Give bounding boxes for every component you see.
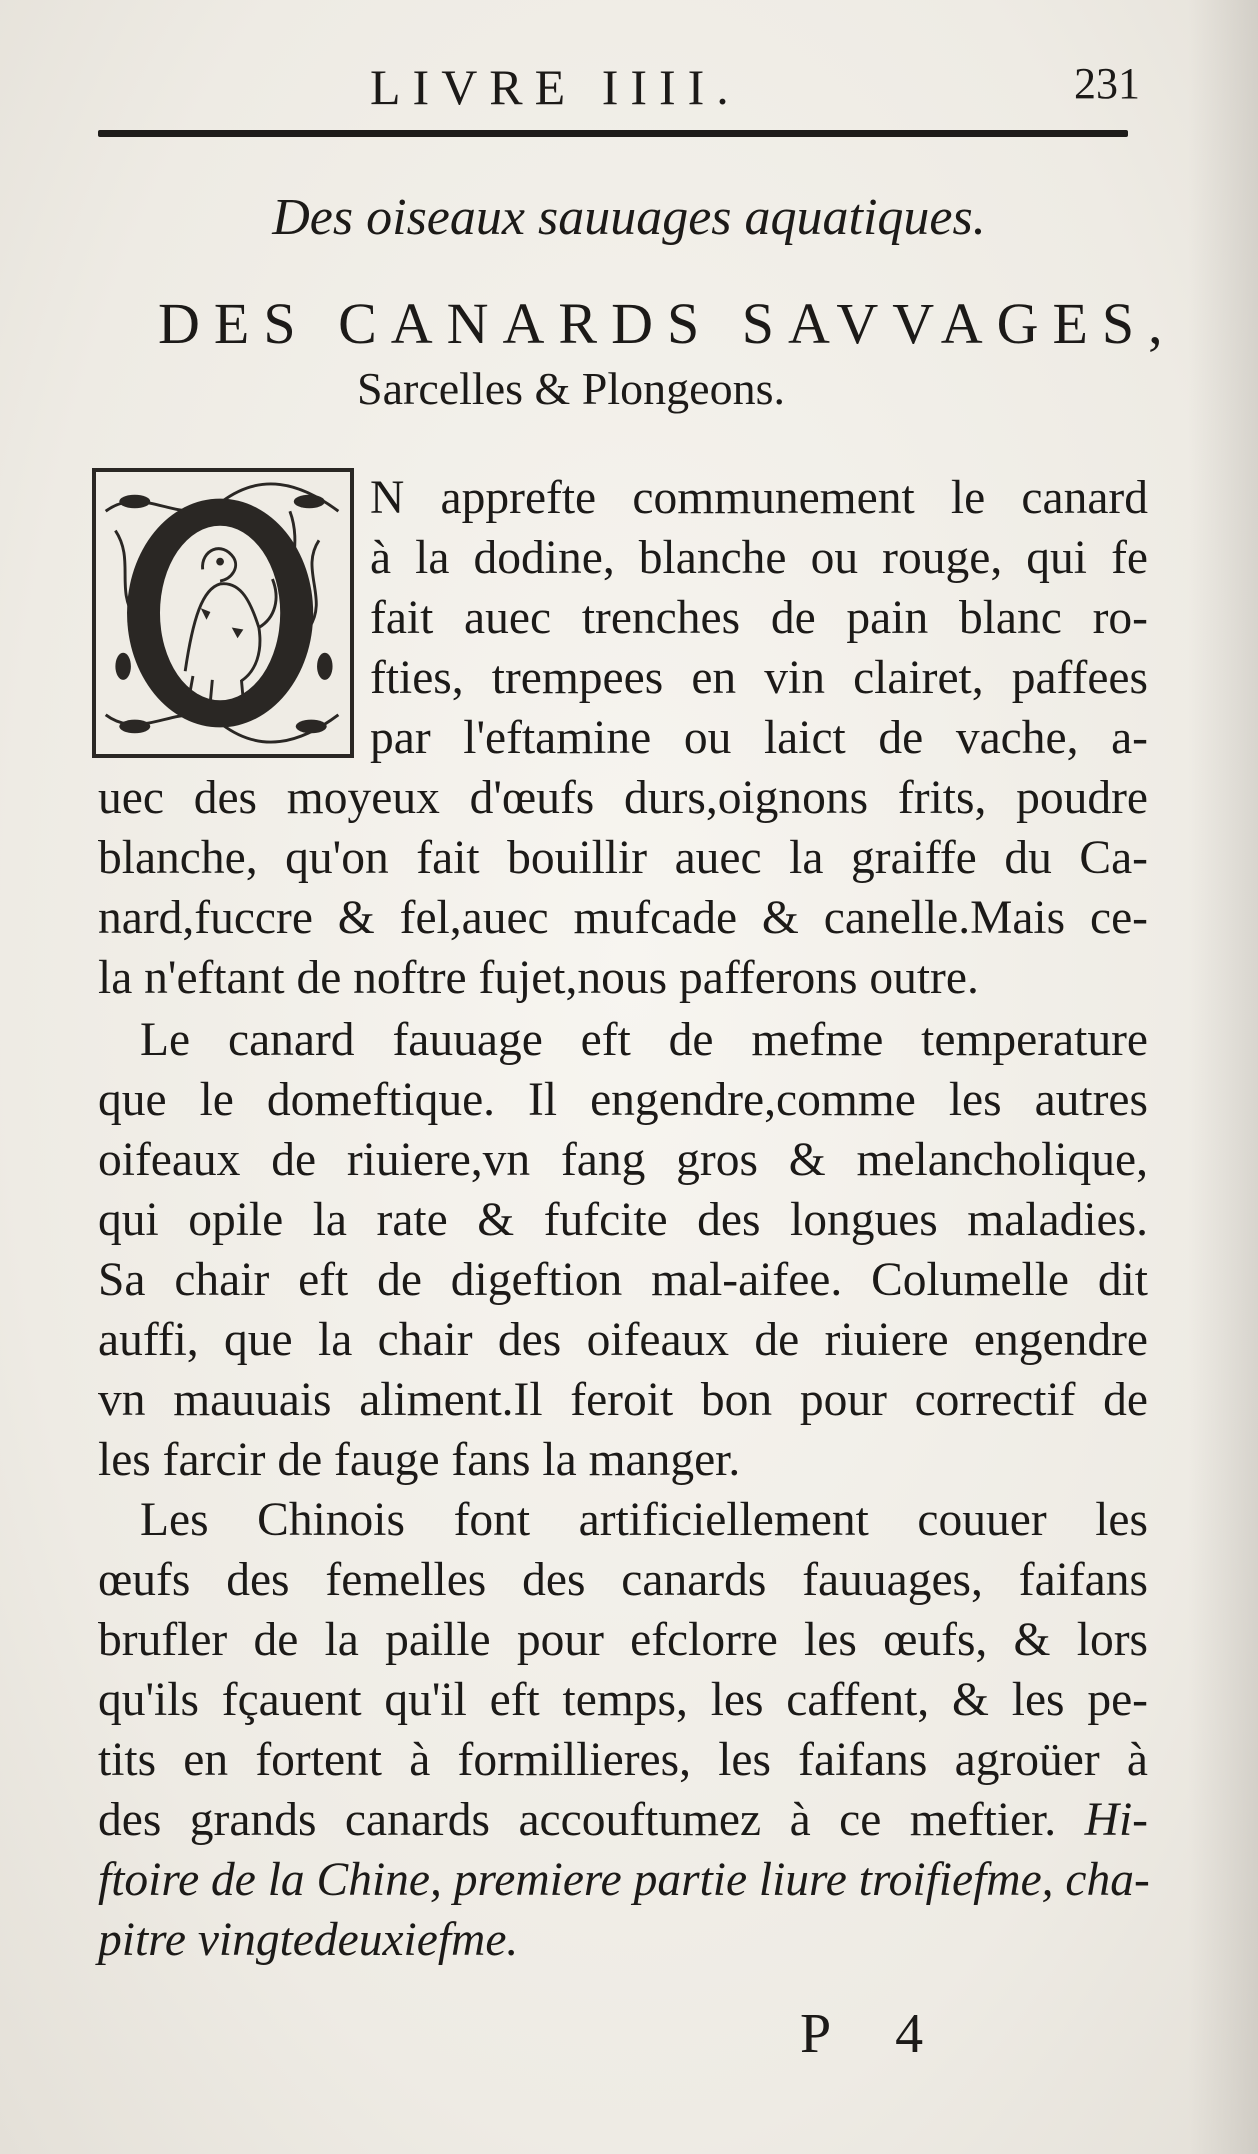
text-line: uec des moyeux d'œufs durs,oignons frits, poudre — [98, 772, 1148, 824]
text-line: Sa chair eft de digeftion mal-aifee. Columelle dit — [98, 1254, 1148, 1306]
running-head-title: LIVRE IIII. — [370, 59, 741, 115]
citation-line: pitre vingtedeuxiefme. — [98, 1914, 519, 1966]
text-line: à la dodine, blanche ou rouge, qui fe — [370, 532, 1148, 584]
section-subheading: Des oiseaux sauuages aquatiques. — [272, 189, 986, 246]
paragraph-1 — [98, 468, 1148, 1008]
page-edge-shadow — [1188, 0, 1258, 2154]
text-roman-part: des grands canards accouftumez à ce meftier. — [98, 1794, 1057, 1846]
text-line: tits en fortent à formillieres, les faifans agroüer à — [98, 1734, 1148, 1786]
text-line: fait auec trenches de pain blanc ro- — [370, 592, 1148, 644]
signature-mark: P 4 — [800, 2003, 950, 2065]
running-head — [100, 58, 1140, 128]
text-line: fties, trempees en vin clairet, paffees — [370, 652, 1148, 704]
chapter-subtitle: Sarcelles & Plongeons. — [357, 363, 785, 414]
text-line — [98, 1790, 1148, 1850]
text-line: Le canard fauuage eft de mefme temperature — [140, 1014, 1148, 1066]
text-line: Les Chinois font artificiellement couuer les — [140, 1494, 1148, 1546]
paragraph-2 — [98, 1010, 1148, 1490]
text-line: vn mauuais aliment.Il feroit bon pour correctif de — [98, 1374, 1148, 1426]
text-line: qui opile la rate & fufcite des longues maladies. — [98, 1194, 1148, 1246]
text-line: par l'eftamine ou laict de vache, a- — [370, 712, 1148, 764]
text-line: qu'ils fçauent qu'il eft temps, les caffent, & les pe- — [98, 1674, 1148, 1726]
text-line: auffi, que la chair des oifeaux de riuiere engendre — [98, 1314, 1148, 1366]
text-line: que le domeftique. Il engendre,comme les autres — [98, 1074, 1148, 1126]
text-line: œufs des femelles des canards fauuages, faifans — [98, 1554, 1148, 1606]
text-italic-part: Hi- — [1084, 1794, 1148, 1846]
head-rule — [98, 130, 1128, 137]
text-line: brufler de la paille pour efclorre les œufs, & lors — [98, 1614, 1148, 1666]
text-line: N apprefte communement le canard — [370, 472, 1148, 524]
chapter-title: DES CANARDS SAVVAGES, — [158, 291, 1177, 356]
paragraph-3 — [98, 1490, 1148, 1970]
citation-line: ftoire de la Chine, premiere partie liure troifiefme, cha- — [98, 1854, 1150, 1906]
text-line: blanche, qu'on fait bouillir auec la graiffe du Ca- — [98, 832, 1148, 884]
text-line: nard,fuccre & fel,auec mufcade & canelle.Mais ce- — [98, 892, 1148, 944]
page-number: 231 — [1074, 59, 1140, 108]
text-line: les farcir de fauge fans la manger. — [98, 1434, 741, 1486]
text-line: la n'eftant de noftre fujet,nous pafferons outre. — [98, 952, 979, 1004]
text-line: oifeaux de riuiere,vn fang gros & melancholique, — [98, 1134, 1148, 1186]
